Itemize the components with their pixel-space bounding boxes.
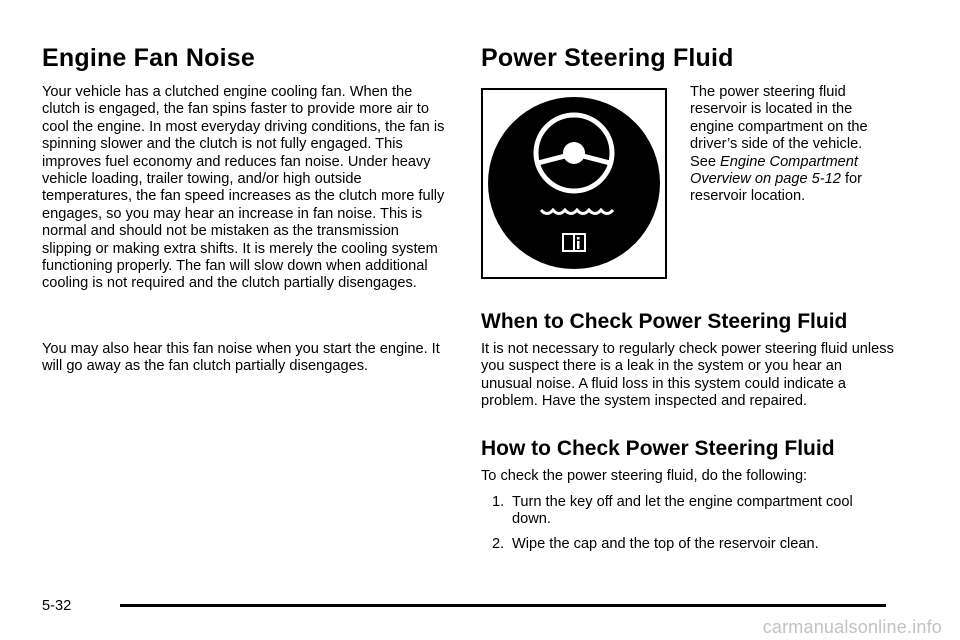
engine-fan-noise-paragraph-2: You may also hear this fan noise when you start the engine. It will go away as the fan clutch partially disengages.	[42, 341, 440, 375]
when-to-check-heading: When to Check Power Steering Fluid	[481, 310, 848, 333]
power-steering-fluid-figure	[481, 88, 667, 279]
footer-rule	[120, 604, 886, 607]
power-steering-fluid-icon	[483, 90, 665, 277]
step-number: 2.	[492, 536, 505, 552]
intro-text-before: The power steering fluid reservoir is located in the engine compartment on the driver’s side of the vehicle. See	[690, 84, 868, 170]
page-number: 5-32	[42, 598, 72, 614]
reservoir-location-paragraph	[690, 84, 890, 206]
how-to-check-heading: How to Check Power Steering Fluid	[481, 437, 835, 460]
step-number: 1.	[492, 494, 505, 510]
when-to-check-paragraph: It is not necessary to regularly check power steering fluid unless you suspect there is a leak in the system or you hear an unusual noise. A fluid loss in this system could indicate a problem. Have the system inspected and repaired.	[481, 341, 894, 410]
intro-text-after: for reservoir location.	[690, 171, 862, 205]
engine-compartment-overview-link[interactable]: Engine Compartment Overview on page 5-12	[690, 153, 858, 188]
engine-fan-noise-heading: Engine Fan Noise	[42, 44, 255, 72]
how-to-check-intro: To check the power steering fluid, do the following:	[481, 468, 808, 484]
step-text: Turn the key off and let the engine compartment cool down.	[512, 494, 853, 528]
engine-fan-noise-paragraph-1: Your vehicle has a clutched engine cooling fan. When the clutch is engaged, the fan spins faster to provide more air to cool the engine. In most everyday driving conditions, the fan is spinning slower and the clutch is not fully engaged. This improves fuel economy and reduces fan noise. Under heavy vehicle loading, trailer towing, and/or high outside temperatures, the fan speed increases as the clutch more fully engages, so you may hear an increase in fan noise. This is normal and should not be mistaken as the transmission slipping or making extra shifts. It is merely the cooling system functioning properly. The fan will slow down when additional cooling is not required and the clutch partially disengages.	[42, 84, 445, 292]
watermark: carmanualsonline.info	[762, 617, 942, 637]
step-text: Wipe the cap and the top of the reservoir clean.	[512, 536, 819, 552]
power-steering-fluid-heading: Power Steering Fluid	[481, 44, 734, 72]
